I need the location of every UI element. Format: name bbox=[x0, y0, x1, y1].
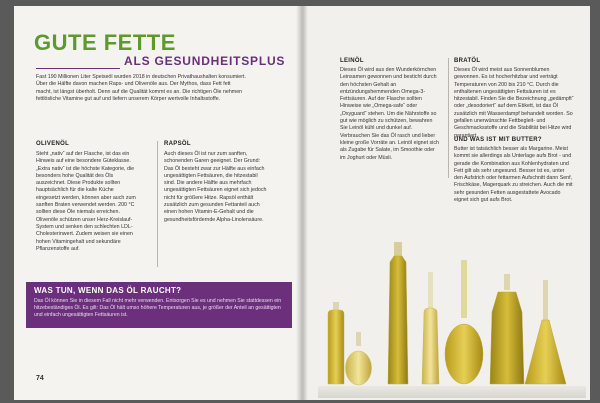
callout-title: WAS TUN, WENN DAS ÖL RAUCHT? bbox=[34, 286, 182, 295]
lein-text: Dieses Öl wird aus den Wunderkörnchen Leinsamen gewonnen und besticht durch den höchsten Gehalt an entzündungshemmenden Omega-3-Fettsäuren. Auf der Flasche sollten Hinweise wie „Omega-safe“ oder „Oxyguard“ stehen. Um die Nährstoffe so gut wie möglich zu schützen, bewahren Sie Leinöl kühl und dunkel auf. Verbrauchen Sie das Öl rasch und lieber kleine große Vorräte an. Leinöl eignet sich als Zugabe für Salate, im Smoothie oder im Joghurt oder Müsli. bbox=[340, 67, 439, 161]
butter-heading: UND WAS IST MIT BUTTER? bbox=[454, 137, 542, 143]
brat-heading: BRATÖL bbox=[454, 58, 481, 64]
bottle-4 bbox=[422, 272, 439, 384]
bottle-3 bbox=[388, 242, 408, 384]
intro-text: Fast 190 Millionen Liter Speiseöl wurden 2018 in deutschen Privathaushalten konsumiert. Über die Hälfte davon machen Raps- und Olivenöle aus. Der Mythos, dass Fett fett macht, ist längst überholt. Denn auf die Qualität kommt es an. Die richtigen Öle nehmen fettlösliche Vitamine gut auf und liefern unserem Körper wertvolle Inhaltsstoffe. bbox=[36, 74, 246, 102]
column-divider-right bbox=[448, 58, 449, 178]
callout-text: Das Öl können Sie in diesem Fall nicht mehr verwenden. Entsorgen Sie es und nehmen Sie stattdessen ein hitzebeständiges Öl. Es gilt: Das Öl hält umso höhere Temperaturen aus, je größer der Anteil an gesättigten und einfach ungesättigten Fettsäuren ist. bbox=[34, 298, 282, 318]
column-divider bbox=[157, 141, 158, 267]
olive-heading: OLIVENÖL bbox=[36, 141, 70, 147]
raps-heading: RAPSÖL bbox=[164, 141, 191, 147]
lein-heading: LEINÖL bbox=[340, 58, 364, 64]
page-number: 74 bbox=[36, 375, 44, 382]
shelf-surface bbox=[318, 386, 586, 398]
raps-text: Auch dieses Öl ist nur zum sanften, schonenden Garen geeignet. Der Grund: Das Öl besteht zwar zur Hälfte aus einfach ungesättigten Fettsäuren, die hitzestabil sind. Die andere Hälfte aus mehrfach ungesättigten Fettsäuren eignet sich jedoch nicht für größere Hitze. Rapsöl enthält zusätzlich zum gesunden Fettanteil auch einen hohen Vitamin-E-Gehalt und die gesundheitsfördernde Alpha-Linolensäure. bbox=[164, 151, 267, 223]
oil-bottles-photo bbox=[318, 222, 586, 398]
brat-text: Dieses Öl wird meist aus Sonnenblumen gewonnen. Es ist hocherhitzbar und verträgt Temperaturen von 200 bis 210 °C. Durch die enthaltenen ungesättigten Fettsäuren ist es hitzestabil. Finden Sie die Bezeichnung „gedämpft“ oder „desodoriert“ auf dem Etikett, ist das Öl zusätzlich mit Wasserdampf behandelt worden. So gefallen unerwünschte Fettbegleit- und Geschmacksstoffe und die Stabilität bei Hitze wird garantiert. bbox=[454, 67, 574, 139]
page-title: GUTE FETTE bbox=[34, 30, 176, 55]
oil-bottles-illustration bbox=[318, 222, 586, 398]
bottle-2 bbox=[346, 332, 372, 385]
bottle-5 bbox=[445, 260, 483, 384]
smoke-callout-box bbox=[26, 282, 292, 328]
bottle-7 bbox=[525, 280, 566, 384]
page-gutter bbox=[296, 6, 308, 400]
bottle-6 bbox=[490, 274, 524, 384]
bottle-1 bbox=[328, 302, 344, 384]
olive-text: Steht „nativ“ auf der Flasche, ist das ein Hinweis auf eine besondere Güteklasse. „Extra nativ“ ist die höchste Kategorie, die besonders hohe Qualität des Öls auszeichnet. Diese Produkte sollten hauptsächlich für die kalte Küche eingesetzt werden, können aber auch zum sanften Braten verwendet werden. 200 °C sollten diese Öle niemals erreichen. Olivenöle schützen unser Herz-Kreislauf-System und senken den schlechten LDL-Cholesterinwert. Zudem weisen sie einen hohen Vitamingehalt und sekundäre Pflanzenstoffe auf. bbox=[36, 151, 136, 252]
subtitle-rule bbox=[36, 68, 120, 69]
butter-text: Butter ist tatsächlich besser als Margarine. Meist kommt sie allerdings als Unterlage aufs Brot - und gerade die Kombination aus Kohlenhydraten und Fett gilt als sehr ungesund. Besser ist es, unter den Aufstrich oder fettarmen Aufschnitt dann Senf, Frischkäse, Magerquark zu streichen. Auch die mit sehr gesunden Fetten ausgestattete Avocado eignet sich gut aufs Brot. bbox=[454, 146, 573, 204]
page-subtitle: ALS GESUNDHEITSPLUS bbox=[124, 54, 286, 68]
